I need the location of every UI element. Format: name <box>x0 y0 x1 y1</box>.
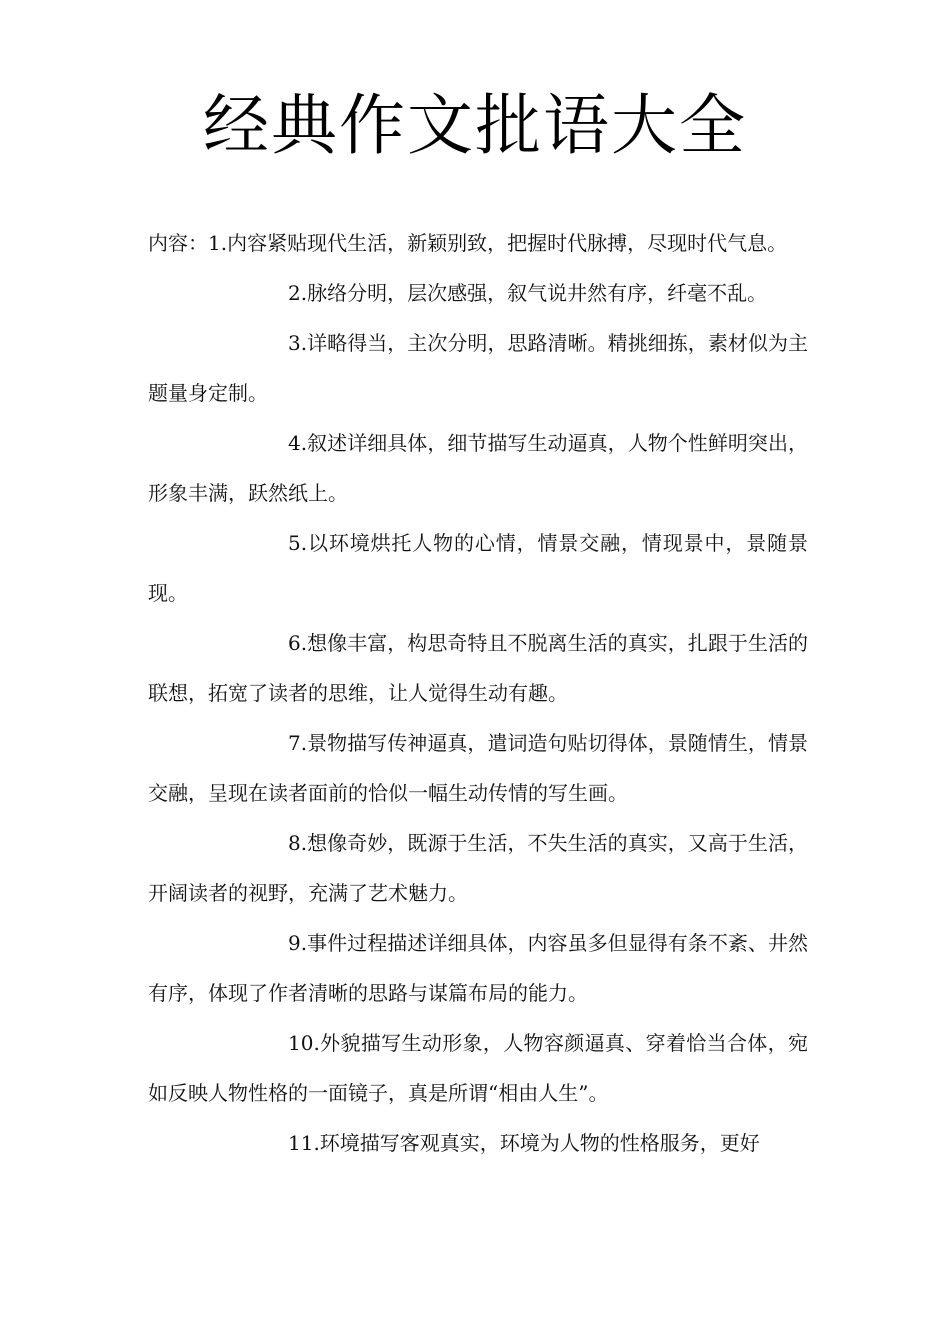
document-title: 经典作文批语大全 <box>203 87 747 164</box>
paragraph-4: 4.叙述详细具体，细节描写生动逼真，人物个性鲜明突出，形象丰满，跃然纸上。 <box>148 431 808 505</box>
paragraph-6: 6.想像丰富，构思奇特且不脱离生活的真实，扎跟于生活的联想，拓宽了读者的思维，让人觉得生动有趣。 <box>148 631 808 705</box>
paragraph-3: 3.详略得当，主次分明，思路清晰。精挑细拣，素材似为主题量身定制。 <box>148 331 808 405</box>
paragraph-10: 10.外貌描写生动形象，人物容颜逼真、穿着恰当合体，宛如反映人物性格的一面镜子，真是所谓“相由人生”。 <box>148 1031 808 1105</box>
document-body <box>148 218 808 1168</box>
paragraph-5: 5.以环境烘托人物的心情，情景交融，情现景中，景随景现。 <box>148 531 808 605</box>
paragraph-7: 7.景物描写传神逼真，遣词造句贴切得体，景随情生，情景交融，呈现在读者面前的恰似一幅生动传情的写生画。 <box>148 731 808 805</box>
paragraph-9: 9.事件过程描述详细具体，内容虽多但显得有条不紊、井然有序，体现了作者清晰的思路与谋篇布局的能力。 <box>148 931 808 1005</box>
paragraph-11: 11.环境描写客观真实，环境为人物的性格服务，更好 <box>288 1131 760 1155</box>
paragraph-8: 8.想像奇妙，既源于生活，不失生活的真实，又高于生活，开阔读者的视野，充满了艺术魅力。 <box>148 831 808 905</box>
paragraph-1: 内容：1.内容紧贴现代生活，新颖别致，把握时代脉搏，尽现时代气息。 <box>148 231 788 255</box>
paragraph-2: 2.脉络分明，层次感强，叙气说井然有序，纤毫不乱。 <box>288 281 768 305</box>
